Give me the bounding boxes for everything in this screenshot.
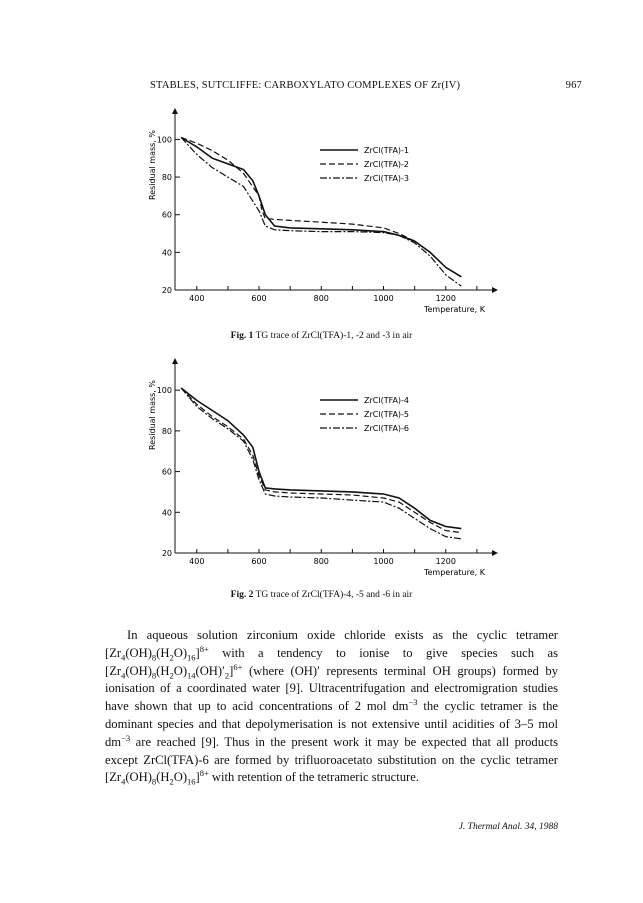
x-axis-arrow xyxy=(492,287,498,293)
x-tick-label: 1000 xyxy=(373,557,394,566)
paragraph-run: In aqueous solution zirconium oxide chloride exists as the cyclic tetramer [Zr xyxy=(105,628,558,660)
paragraph-run: 2 xyxy=(169,652,174,663)
paragraph-run: with retention of the tetrameric structure. xyxy=(208,770,419,785)
body-paragraph xyxy=(105,627,558,787)
paragraph-run: 8 xyxy=(151,652,157,663)
x-tick-label: 800 xyxy=(313,557,329,566)
figure-1-caption xyxy=(0,331,643,341)
paragraph-run: 14 xyxy=(187,670,196,681)
figure-2-chart xyxy=(135,355,515,583)
page-number: 967 xyxy=(565,80,582,91)
paragraph-text xyxy=(105,627,558,787)
figure-2-caption xyxy=(0,590,643,600)
paragraph-run: 16 xyxy=(187,776,196,787)
series-line-1 xyxy=(181,138,461,277)
paragraph-run: (OH) xyxy=(125,770,152,785)
paragraph-run: ] xyxy=(229,663,234,678)
paragraph-run: 8 xyxy=(151,670,157,681)
legend-label: ZrCl(TFA)-3 xyxy=(364,174,410,183)
paragraph-run: with a tendency to ionise to give species such as [Zr xyxy=(105,645,558,678)
paragraph-run: O) xyxy=(173,770,188,785)
figure-1-caption-text: TG trace of ZrCl(TFA)-1, -2 and -3 in air xyxy=(255,331,413,341)
series-line-3 xyxy=(181,388,461,539)
paragraph-run: 16 xyxy=(187,652,196,663)
paragraph-run: (OH) xyxy=(125,663,152,678)
paragraph-run: 6+ xyxy=(233,661,243,672)
paragraph-run: −3 xyxy=(121,732,131,743)
paragraph-run: 4 xyxy=(121,652,126,663)
y-tick-label: 40 xyxy=(161,248,172,258)
y-tick-label: 60 xyxy=(161,210,172,220)
paragraph-run: (H xyxy=(156,770,170,785)
paragraph-run: are reached [9]. Thus in the present work it may be expected that all products except ZrCl(TFA)-6 are formed by trifluoroacetato substitution on the cyclic tetramer [Zr xyxy=(105,734,558,785)
paragraph-run: (OH)′ xyxy=(195,663,225,678)
running-title: STABLES, SUTCLIFFE: CARBOXYLATO COMPLEXES OF Zr(IV) xyxy=(150,80,461,91)
y-tick-label: 80 xyxy=(161,426,172,436)
paragraph-run: 4 xyxy=(121,776,126,787)
y-tick-label: 20 xyxy=(161,549,172,558)
x-axis-arrow xyxy=(492,550,498,556)
legend-label: ZrCl(TFA)-2 xyxy=(364,160,410,169)
figure-2-caption-text: TG trace of ZrCl(TFA)-4, -5 and -6 in air xyxy=(255,590,413,600)
series-line-2 xyxy=(181,138,461,277)
series-line-1 xyxy=(181,388,461,528)
y-tick-label: 40 xyxy=(161,508,172,518)
paragraph-run: O) xyxy=(173,663,188,678)
y-axis-label: Residual mass, % xyxy=(148,380,157,451)
paragraph-run: the cyclic tetramer is the dominant species and that depolymerisation is not extensive until acidities of 3–5 mol dm xyxy=(105,699,558,749)
y-tick-label: 60 xyxy=(161,467,172,477)
y-axis-arrow xyxy=(172,358,178,364)
paragraph-run: 8 xyxy=(151,776,157,787)
paragraph-run: ] xyxy=(195,645,200,660)
x-axis-label: Temperature, K xyxy=(423,305,485,314)
paragraph-run: (H xyxy=(156,645,170,660)
paragraph-run: 8+ xyxy=(199,643,209,654)
y-tick-label: 100 xyxy=(156,386,172,396)
figure-1-chart xyxy=(135,105,515,320)
series-line-3 xyxy=(181,138,461,287)
paragraph-run: 2 xyxy=(169,670,174,681)
y-tick-label: 100 xyxy=(156,135,172,145)
x-tick-label: 1200 xyxy=(435,557,456,566)
y-axis-label: Residual mass, % xyxy=(148,130,157,201)
legend-label: ZrCl(TFA)-5 xyxy=(364,410,410,419)
paragraph-run: O) xyxy=(173,645,188,660)
paragraph-run: (H xyxy=(156,663,170,678)
y-axis-arrow xyxy=(172,108,178,114)
paragraph-run: 8+ xyxy=(199,768,209,779)
x-tick-label: 400 xyxy=(189,557,205,566)
x-tick-label: 800 xyxy=(313,294,329,303)
paragraph-run: 2 xyxy=(169,776,174,787)
legend-label: ZrCl(TFA)-4 xyxy=(364,396,410,405)
legend-label: ZrCl(TFA)-1 xyxy=(364,146,410,155)
x-tick-label: 400 xyxy=(189,294,205,303)
paragraph-run: 4 xyxy=(121,670,126,681)
paragraph-run: −3 xyxy=(408,697,418,707)
journal-citation: J. Thermal Anal. 34, 1988 xyxy=(458,822,558,832)
x-axis-label: Temperature, K xyxy=(423,568,485,577)
y-tick-label: 20 xyxy=(161,286,172,295)
legend-label: ZrCl(TFA)-6 xyxy=(364,424,410,433)
paragraph-run: ] xyxy=(195,770,200,785)
x-tick-label: 600 xyxy=(251,294,267,303)
figure-1-label: Fig. 1 xyxy=(230,331,254,341)
x-tick-label: 600 xyxy=(251,557,267,566)
x-tick-label: 1000 xyxy=(373,294,394,303)
paragraph-run: (OH) xyxy=(125,645,152,660)
y-tick-label: 80 xyxy=(161,173,172,183)
x-tick-label: 1200 xyxy=(435,294,456,303)
paragraph-run: 2 xyxy=(224,670,230,681)
figure-2-label: Fig. 2 xyxy=(230,590,254,600)
paragraph-run: (where (OH)′ represents terminal OH groups) formed by ionisation of a coordinated water [9]. Ultracentrifugation and electromigration studies have shown that up to acid concentrations of 2 mol dm xyxy=(105,663,558,714)
